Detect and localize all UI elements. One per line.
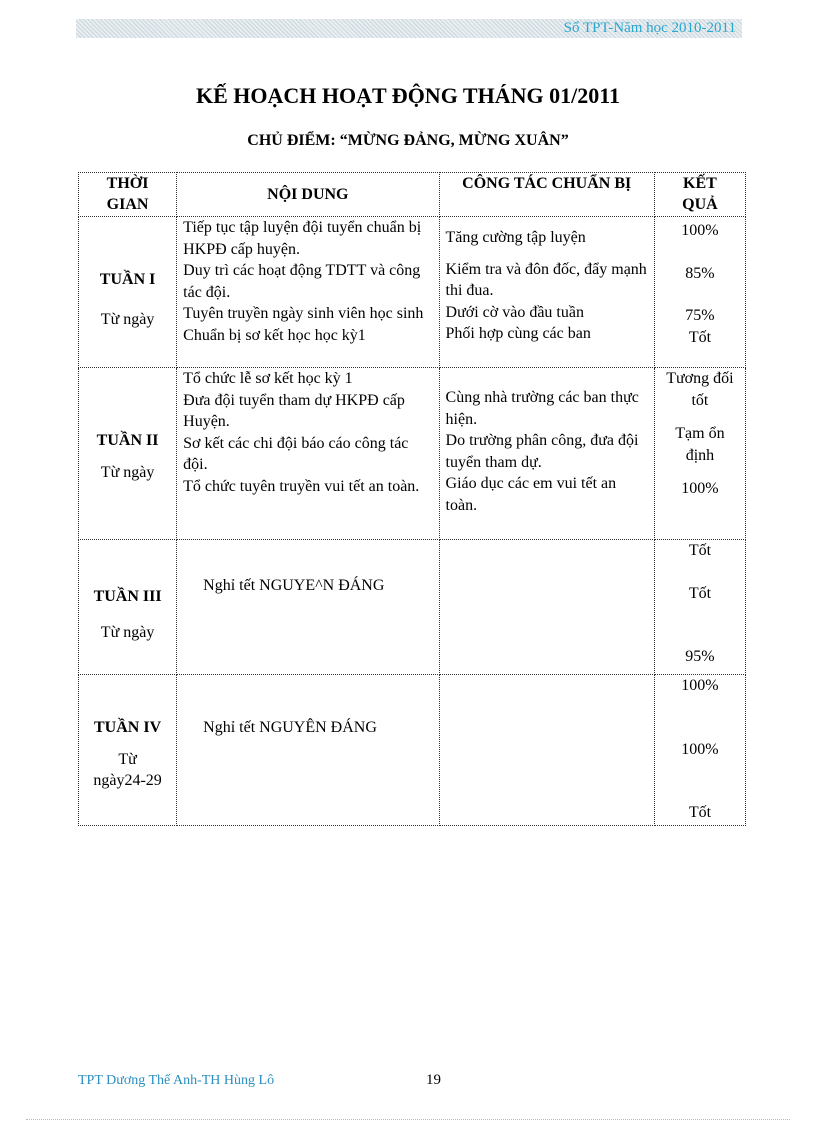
header-band <box>76 19 742 38</box>
prep-cell <box>439 675 654 826</box>
content-item: Nghỉ tết NGUYE^N ĐÁNG <box>203 577 385 594</box>
result-cell <box>654 675 745 826</box>
table-row <box>79 540 746 675</box>
page-title: KẾ HOẠCH HOẠT ĐỘNG THÁNG 01/2011 <box>196 83 620 108</box>
prep-item: Do trường phân công, đưa đội tuyển tham dự. <box>445 432 639 471</box>
result-cell <box>654 368 745 540</box>
col-header-result: KẾT QUẢ <box>654 173 745 217</box>
page-number: 19 <box>426 1072 441 1088</box>
prep-cell <box>439 540 654 675</box>
table-row <box>79 217 746 368</box>
result-item: 100% <box>681 222 719 239</box>
content-cell <box>177 368 439 540</box>
week-date: Từ ngày <box>100 311 155 328</box>
result-item: 100% <box>681 740 719 758</box>
prep-item: Phối hợp cùng các ban <box>445 325 591 342</box>
result-item: Tương đối tốt <box>666 370 734 409</box>
result-item: Tạm ổn định <box>675 425 725 464</box>
prep-cell <box>439 368 654 540</box>
content-item: Tiếp tục tập luyện đội tuyển chuẩn bị HKPĐ cấp huyện. <box>183 219 422 258</box>
week-cell <box>79 675 177 826</box>
content-cell <box>177 217 439 368</box>
week-cell <box>79 217 177 368</box>
prep-item: Kiểm tra và đôn đốc, đẩy mạnh thi đua. <box>445 260 647 299</box>
table-row <box>79 368 746 540</box>
content-item: Đưa đội tuyển tham dự HKPĐ cấp Huyện. <box>183 391 405 430</box>
result-cell <box>654 540 745 675</box>
content-item: Duy trì các hoạt động TDTT và công tác đội. <box>183 262 421 301</box>
result-item: Tốt <box>688 542 712 559</box>
prep-cell <box>439 217 654 368</box>
result-item: Tốt <box>688 328 712 346</box>
table-header-row <box>79 173 746 217</box>
prep-item: Giáo dục các em vui tết an toàn. <box>445 475 617 514</box>
week-cell <box>79 368 177 540</box>
content-item: Nghỉ tết NGUYÊN ĐÁNG <box>203 719 377 736</box>
week-cell <box>79 540 177 675</box>
result-cell <box>654 217 745 368</box>
result-item: 75% <box>685 307 715 324</box>
prep-item: Cùng nhà trường các ban thực hiện. <box>445 389 639 428</box>
col-header-time: THỜI GIAN <box>79 173 177 217</box>
week-date: Từ ngày <box>100 464 155 481</box>
week-label: TUẦN III <box>93 588 162 605</box>
content-item: Tổ chức lễ sơ kết học kỳ 1 <box>183 370 353 387</box>
content-cell <box>177 675 439 826</box>
col-header-content: NỘI DUNG <box>177 173 439 217</box>
prep-item: Dưới cờ vào đầu tuần <box>445 303 584 321</box>
content-item: Sơ kết các chi đội báo cáo công tác đội. <box>183 434 409 473</box>
content-item: Chuẩn bị sơ kết học học kỳ1 <box>183 326 366 344</box>
week-date: Từ ngày <box>100 624 155 641</box>
content-item: Tổ chức tuyên truyền vui tết an toàn. <box>183 477 420 495</box>
plan-table <box>78 172 746 826</box>
footer-author: TPT Dương Thế Anh-TH Hùng Lô <box>78 1073 275 1088</box>
content-item: Tuyên truyền ngày sinh viên học sinh <box>183 305 424 322</box>
result-item: 95% <box>685 648 715 665</box>
week-label: TUẦN II <box>96 432 159 449</box>
col-header-prep: CÔNG TÁC CHUẨN BỊ <box>439 173 654 217</box>
table-row <box>79 675 746 826</box>
footer-divider <box>26 1119 790 1120</box>
result-item: 85% <box>685 264 715 282</box>
result-item: Tốt <box>688 584 712 602</box>
week-label: TUẦN IV <box>94 719 162 736</box>
result-item: 100% <box>681 677 719 694</box>
week-label: TUẦN I <box>99 271 156 288</box>
page-subtitle: CHỦ ĐIỂM: “MỪNG ĐẢNG, MỪNG XUÂN” <box>247 132 569 149</box>
week-date: Từ ngày24-29 <box>93 751 162 789</box>
header-text: Sổ TPT-Năm học 2010-2011 <box>563 20 736 36</box>
result-item: Tốt <box>688 804 712 821</box>
prep-item: Tăng cường tập luyện <box>445 229 586 246</box>
content-cell <box>177 540 439 675</box>
result-item: 100% <box>681 480 719 497</box>
